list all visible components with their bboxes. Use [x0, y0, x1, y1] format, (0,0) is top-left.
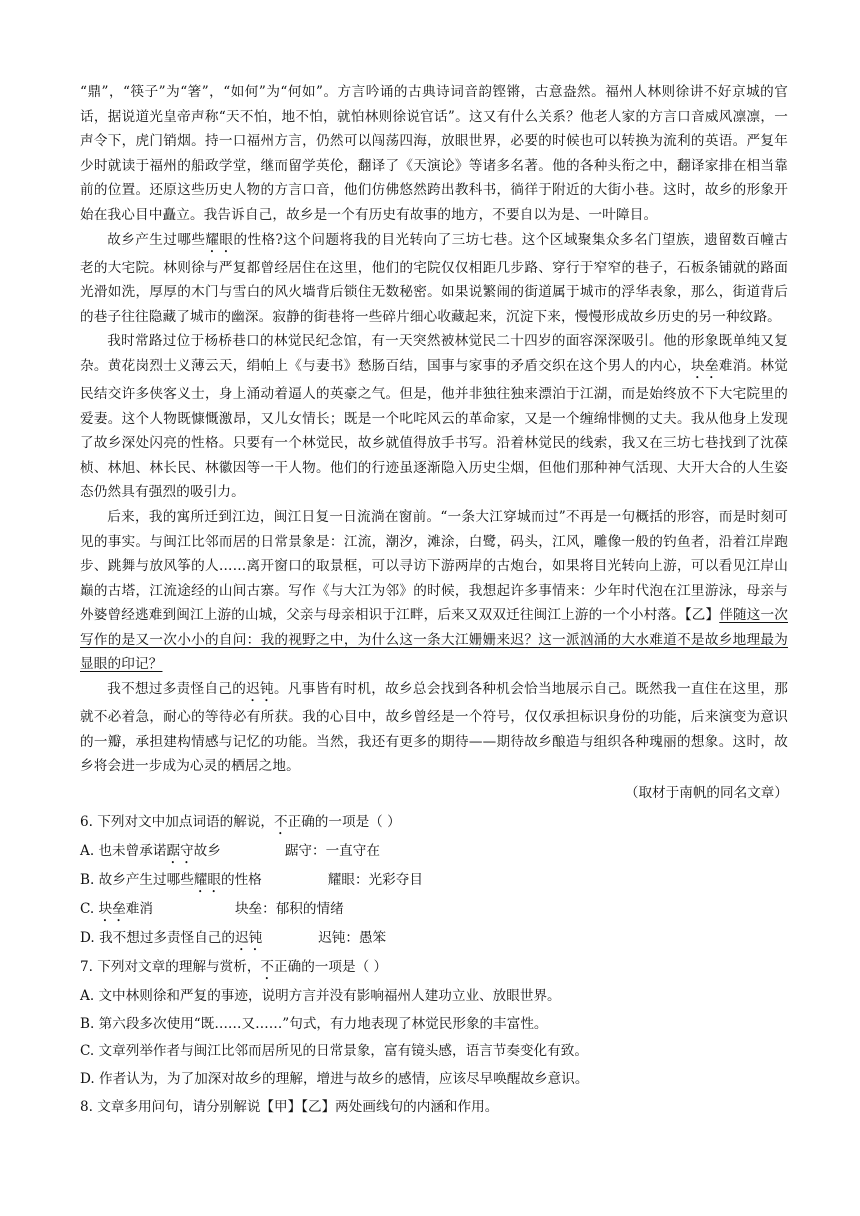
- article-paragraph-1: “鼎”，“筷子”为“箸”，“如何”为“何如”。方言吟诵的古典诗词音韵铿锵，古意盎然。福州人林则徐讲不好京城的官话，据说道光皇帝声称“天不怕，地不怕，就怕林则徐说官话”。这又有什么关系？他老人家的方言口音威风凛凛，一声令下，虎门销烟。持一口福州方言，仍然可以闯荡四海，放眼世界，必要的时候也可以转换为流利的英语。严复年少时就读于福州的船政学堂，继而留学英伦，翻译了《天演论》等诸多名著。他的各种头衔之中，翻译家排在相当靠前的位置。还原这些历史人物的方言口音，他们仿佛悠然跨出教科书，徜徉于附近的大街小巷。这时，故乡的形象开始在我心目中矗立。我告诉自己，故乡是一个有历史有故事的地方，不要自以为是、一叶障目。: [80, 84, 788, 223]
- text-segment: 故乡产生过哪些: [107, 231, 206, 248]
- questions: [80, 809, 788, 1122]
- text-segment: 难消: [125, 900, 153, 917]
- text-segment: 正确的一项是（ ）: [274, 958, 388, 975]
- dotted-word: 耀眼: [193, 871, 221, 888]
- dotted-word: 踞守: [166, 842, 194, 859]
- text-segment: 我时常路过位于杨桥巷口的林觉民纪念馆，有一天突然被林觉民二十四岁的面容深深吸引。他的形象既单纯又复杂。黄花岗烈士义薄云天，绢帕上《与妻书》愁肠百结，国事与家事的矛盾交织在这个男人的内心，: [80, 333, 788, 374]
- question-6-stem: [80, 809, 788, 838]
- question-6-options: [80, 838, 788, 954]
- article-paragraph-4: [80, 505, 788, 677]
- dotted-word: 迟钝: [246, 681, 274, 698]
- option-letter: A.: [80, 842, 99, 859]
- dotted-word: 块垒: [98, 900, 126, 917]
- question-7-option-d: D. 作者认为，为了加深对故乡的理解，增进与故乡的感情，应该尽早唤醒故乡意识。: [80, 1071, 589, 1088]
- option-gloss: 迟钝：愚笨: [318, 929, 387, 946]
- text-segment: 的性格: [220, 871, 262, 888]
- article: [80, 80, 788, 805]
- text-segment: 的性格?这个问题将我的目光转向了三坊七巷。这个区域聚集众多名门望族，遗留数百幢古老的大宅院。林则徐与严复都曾经居住在这里，他们的宅院仅仅相距几步路、穿行于窄窄的巷子，石板条铺就的路面光滑如洗，厚厚的木门与雪白的风火墙背后锁住无数秘密。如果说繁闹的街道属于城市的浮华表象，那么，街道背后的巷子往往隐藏了城市的幽深。寂静的街巷将一些碎片细心收藏起来，沉淀下来，慢慢形成故乡历史的另一种纹路。: [80, 231, 788, 325]
- option-gloss: 踞守：一直守在: [284, 842, 380, 859]
- dotted-word: 耀眼: [205, 231, 234, 248]
- article-paragraph-5: [80, 677, 788, 779]
- underlined-sentence-yi: 伴随这一次写作的是又一次小小的自问：我的视野之中，为什么这一条大江姗姗来迟？这一派汹涌的大水难道不是故乡地理最为显眼的印记？: [80, 607, 788, 673]
- question-6-option-a: [80, 838, 788, 867]
- option-gloss: 块垒：郁积的情绪: [234, 900, 344, 917]
- question-7-option-a: A. 文中林则徐和严复的事迹，说明方言并没有影响福州人建功立业、放眼世界。: [80, 987, 561, 1004]
- dotted-word: 不: [260, 958, 275, 975]
- dotted-word: 块垒: [690, 357, 719, 374]
- dotted-word: 迟钝: [235, 929, 263, 946]
- question-7-stem: [80, 954, 788, 983]
- text-segment: 我不想过多责怪自己的: [99, 929, 235, 946]
- question-6-option-d: [80, 925, 788, 954]
- question-8-stem: 8. 文章多用问句，请分别解说【甲】【乙】两处画线句的内涵和作用。: [80, 1099, 499, 1116]
- text-segment: 故乡: [193, 842, 221, 859]
- article-paragraph-3: [80, 329, 788, 505]
- question-6-option-b: [80, 867, 788, 896]
- question-6-option-c: [80, 896, 788, 925]
- text-segment: 正确的一项是（ ）: [287, 813, 401, 830]
- text-segment: 故乡产生过哪些: [98, 871, 194, 888]
- question-7-options: [80, 983, 788, 1094]
- option-letter: D.: [80, 929, 100, 946]
- dotted-word: 不: [274, 813, 288, 830]
- text-segment: 后来，我的寓所迁到江边，闽江日复一日流淌在窗前。“一条大江穿城而过”不再是一句概括的形容，而是时刻可见的事实。与闽江比邻而居的日常景象是：江流，潮汐，滩涂，白鹭，码头，江风，雕像一般的钓鱼者，沿着江岸跑步、跳舞与放风筝的人……离开窗口的取景框，可以寻访下游两岸的古炮台，如果将目光转向上游，可以看见江岸山巅的古塔，江流途经的山间古寨。写作《与大江为邻》的时候，我想起许多事情来：少年时代泡在江里游泳，母亲与外婆曾经逃难到闽江上游的山城，父亲与母亲相识于江畔，后来又双双迁往闽江上游的一个小村落。: [80, 508, 788, 624]
- text-segment: 难消。林觉民结交许多侠客义士，身上涌动着逼人的英豪之气。但是，他并非独往独来漂泊于江湖，而是始终放不下大宅院里的爱妻。这个人物既慷慨激昂，又儿女情长；既是一个叱咤风云的革命家，又是一个缠绵悱恻的丈夫。我从他身上发现了故乡深处闪亮的性格。只要有一个林觉民，故乡就值得放手书写。沿着林觉民的线索，我又在三坊七巷找到了沈葆桢、林旭、林长民、林徽因等一干人物。他们的行迹虽逐渐隐入历史尘烟，但他们那种神气活现、大开大合的人生姿态仍然具有强烈的吸引力。: [80, 357, 789, 501]
- article-source: （取材于南帆的同名文章）: [624, 784, 788, 801]
- text-segment: 7. 下列对文章的理解与赏析，: [80, 958, 261, 975]
- option-letter: B.: [80, 871, 99, 888]
- text-segment: 也未曾承诺: [98, 842, 167, 859]
- marker-yi: 【乙】: [684, 607, 720, 624]
- text-segment: 。凡事皆有时机，故乡总会找到各种机会恰当地展示自己。既然我一直住在这里，那就不必着急，耐心的等待必有所获。我的心目中，故乡曾经是一个符号，仅仅承担标识身份的功能，后来演变为意识的一瓣，承担建构情感与记忆的功能。当然，我还有更多的期待——期待故乡酿造与组织各种瑰丽的想象。这时，故乡将会进一步成为心灵的栖居之地。: [80, 681, 788, 775]
- question-7-option-c: C. 文章列举作者与闽江比邻而居所见的日常景象，富有镜头感，语言节奏变化有致。: [80, 1043, 588, 1060]
- text-segment: 我不想过多责怪自己的: [107, 681, 247, 698]
- question-7-option-b: B. 第六段多次使用“既……又……”句式，有力地表现了林觉民形象的丰富性。: [80, 1015, 548, 1032]
- option-letter: C.: [80, 900, 99, 917]
- article-paragraph-2: [80, 228, 788, 330]
- option-gloss: 耀眼：光彩夺目: [327, 871, 423, 888]
- text-segment: 6. 下列对文中加点词语的解说，: [80, 813, 275, 830]
